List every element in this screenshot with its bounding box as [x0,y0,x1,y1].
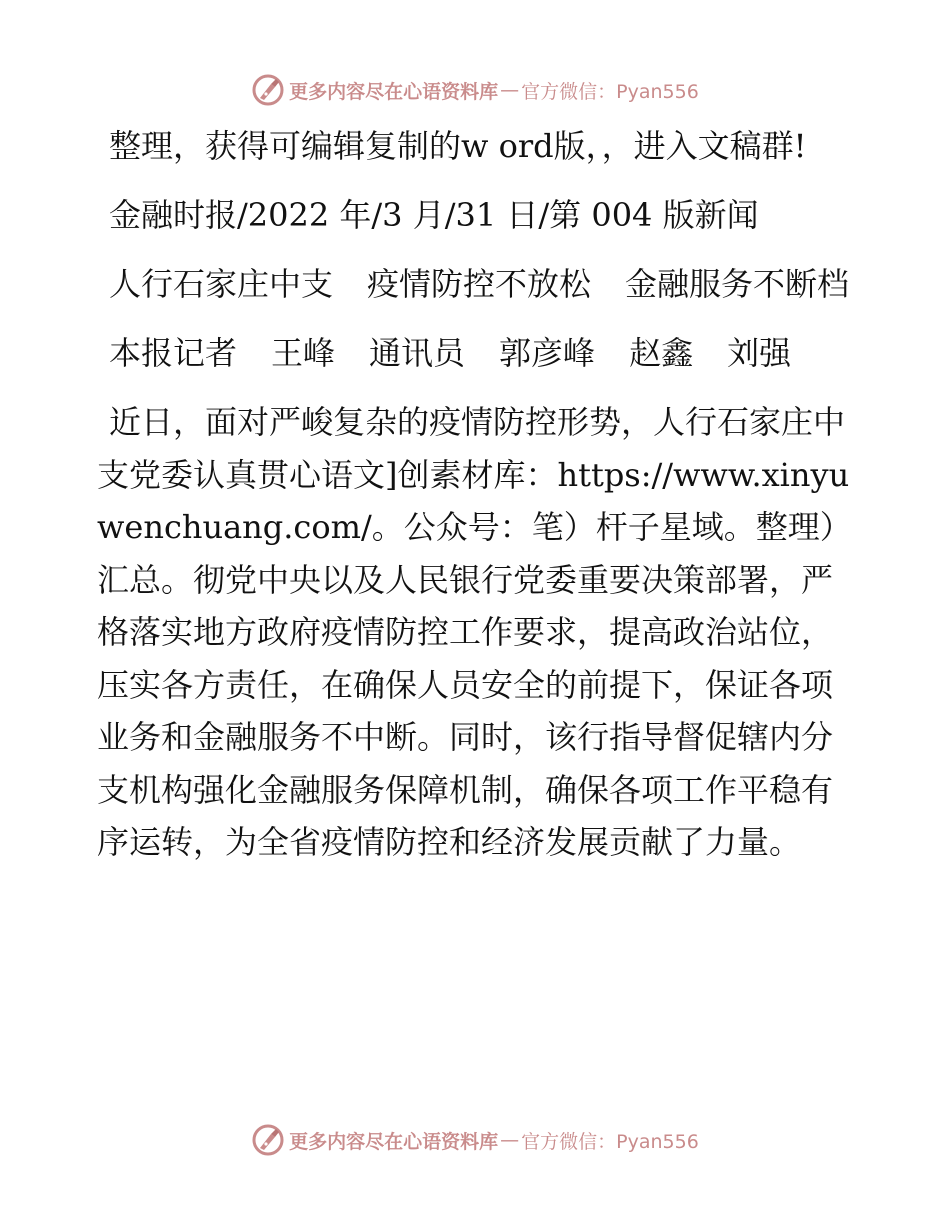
byline-part: 王峰 [271,334,336,372]
byline-part: 赵鑫 [629,334,694,372]
pen-nib-seal-icon [251,1123,285,1157]
footer-banner [0,1120,950,1160]
headline-part: 人行石家庄中支 [109,265,334,303]
source-line: 金融时报/2022 年/3 月/31 日/第 004 版新闻 [109,196,759,234]
intro-paragraph: 整理，获得可编辑复制的w ord版，，进入文稿群! [109,127,807,165]
headline-part: 金融服务不断档 [625,265,850,303]
article-byline [97,327,857,379]
byline-part: 通讯员 [369,334,466,372]
document-body [97,120,857,886]
banner-official-label: 官方微信：Pyan556 [521,1130,699,1153]
banner-brand-text: 更多内容尽在心语资料库 [289,1130,499,1153]
article-headline [97,258,857,310]
banner-official-label: 官方微信：Pyan556 [521,80,699,103]
byline-part: 本报记者 [109,334,238,372]
banner-brand-text: 更多内容尽在心语资料库 [289,80,499,103]
pen-nib-seal-icon [251,73,285,107]
banner-separator: — [500,1129,520,1151]
article-body-paragraph: 近日，面对严峻复杂的疫情防控形势，人行石家庄中支党委认真贯心语文]创素材库：https://www.xinyuwenchuang.com/。公众号：笔）杆子星域。整理）汇总。彻党中央以及人民银行党委重要决策部署，严格落实地方政府疫情防控工作要求，提高政治站位，压实各方责任，在确保人员安全的前提下，保证各项业务和金融服务不中断。同时，该行指导督促辖内分支机构强化金融服务保障机制，确保各项工作平稳有序运转，为全省疫情防控和经济发展贡献了力量。 [97,403,852,861]
banner-separator: — [500,79,520,101]
byline-part: 刘强 [727,334,792,372]
header-banner [0,70,950,110]
headline-part: 疫情防控不放松 [367,265,592,303]
byline-part: 郭彦峰 [499,334,596,372]
